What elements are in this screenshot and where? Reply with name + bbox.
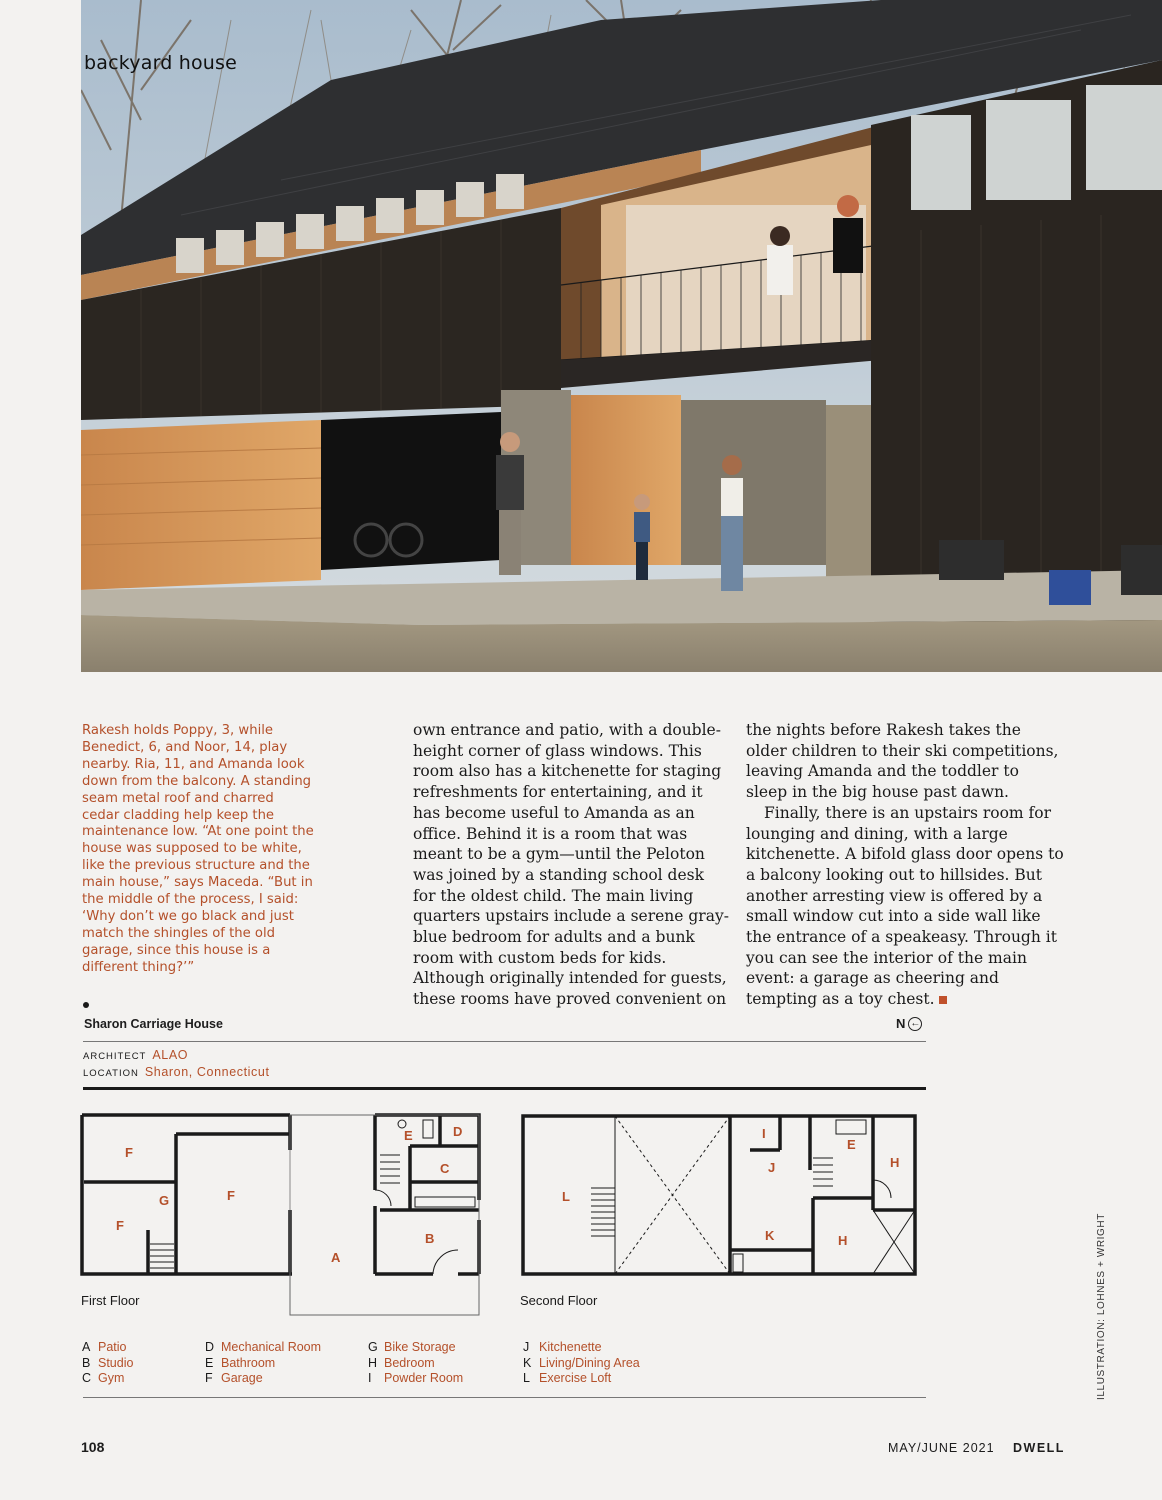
location-label: LOCATION [83, 1068, 139, 1079]
legend-item: B Studio [82, 1355, 134, 1370]
legend-item: C Gym [82, 1371, 125, 1386]
location-value: Sharon, Connecticut [144, 1065, 270, 1079]
body-paragraph: Finally, there is an upstairs room for lounging and dining, with a large kitchenette. A bifold glass door opens to a balcony looking out to hillsides. But another arresting view is offered by a small window cut into a side wall like the entrance of a speakeasy. Through it you can see the interior of the main event: a garage as cheering and tempting as a toy chest. [746, 803, 1064, 1009]
room-label-g: G [159, 1193, 170, 1208]
room-label-f1: F [125, 1145, 133, 1160]
room-label-d: D [453, 1124, 463, 1139]
first-floor-plan [80, 1110, 482, 1320]
legend-item: I Powder Room [368, 1371, 464, 1386]
location-line [83, 1065, 270, 1079]
divider [83, 1041, 926, 1042]
body-column-2 [413, 720, 729, 1010]
legend-item: G Bike Storage [368, 1340, 456, 1354]
legend-column-4 [523, 1340, 640, 1387]
legend-column-3 [368, 1340, 463, 1387]
magazine-brand: DWELL [1013, 1441, 1065, 1455]
legend-item: L Exercise Loft [523, 1371, 612, 1386]
room-label-h1: H [890, 1155, 900, 1170]
room-label-c: C [440, 1161, 450, 1176]
legend-item: H Bedroom [368, 1355, 435, 1370]
architect-line [83, 1048, 188, 1062]
divider-thick [83, 1087, 926, 1090]
legend-item: J Kitchenette [523, 1340, 602, 1354]
room-label-e: E [404, 1128, 413, 1143]
legend-column-1 [82, 1340, 133, 1387]
legend-column-2 [205, 1340, 321, 1387]
hero-photo [81, 0, 1162, 672]
body-paragraph: the nights before Rakesh takes the older children to their ski competitions, leaving Amanda and the toddler to sleep in the big house past dawn. [746, 721, 1059, 802]
second-floor-plan [518, 1110, 920, 1280]
north-arrow-icon: ← [910, 1017, 921, 1029]
project-title: Sharon Carriage House [84, 1017, 223, 1031]
second-floor-label: Second Floor [520, 1293, 598, 1308]
body-paragraph: own entrance and patio, with a double-height corner of glass windows. This room also has a kitchenette for staging refreshments for entertaining, and it has become useful to Amanda as an office. Behind it is a room that was meant to be a gym—until the Peloton was joined by a standing school desk for the oldest child. The main living quarters upstairs include a serene gray-blue bedroom for adults and a bunk room with custom beds for kids. Although originally intended for guests, these rooms have proved convenient on [413, 721, 729, 1009]
architect-label: ARCHITECT [83, 1051, 147, 1062]
legend-item: A Patio [82, 1340, 127, 1354]
north-label: N [896, 1016, 906, 1031]
room-label-f3: F [227, 1188, 235, 1203]
room-label-i: I [762, 1126, 766, 1141]
room-label-e2: E [847, 1137, 856, 1152]
illustration-credit: ILLUSTRATION: LOHNES + WRIGHT [1096, 1213, 1107, 1400]
room-label-a: A [331, 1250, 341, 1265]
room-label-j: J [768, 1160, 776, 1175]
legend-item: D Mechanical Room [205, 1340, 322, 1354]
issue-date: MAY/JUNE 2021 [888, 1441, 995, 1455]
room-label-k: K [765, 1228, 775, 1243]
section-tag: backyard house [84, 52, 238, 74]
legend-item: E Bathroom [205, 1355, 276, 1370]
bullet-icon [83, 1002, 89, 1008]
legend-item: K Living/Dining Area [523, 1355, 640, 1370]
divider [83, 1397, 926, 1398]
body-column-3 [746, 720, 1064, 1010]
end-mark-icon [939, 996, 947, 1004]
room-label-l: L [562, 1189, 570, 1204]
north-indicator [896, 1016, 922, 1031]
architect-value: ALAO [152, 1048, 189, 1062]
room-label-h2: H [838, 1233, 848, 1248]
page-number: 108 [81, 1439, 105, 1455]
room-label-f2: F [116, 1218, 124, 1233]
room-label-b: B [425, 1231, 435, 1246]
photo-caption: Rakesh holds Poppy, 3, while Benedict, 6, and Noor, 14, play nearby. Ria, 11, and Amanda look down from the balcony. A standing seam metal roof and charred cedar cladding help keep the maintenance low. “At one point the house was supposed to be white, like the previous structure and the main house,” says Maceda. “But in the middle of the process, I said: ‘Why don’t we go black and just match the shingles of the old garage, since this house is a different thing?’” [82, 723, 314, 975]
legend-item: F Garage [205, 1371, 263, 1386]
first-floor-label: First Floor [81, 1293, 140, 1308]
